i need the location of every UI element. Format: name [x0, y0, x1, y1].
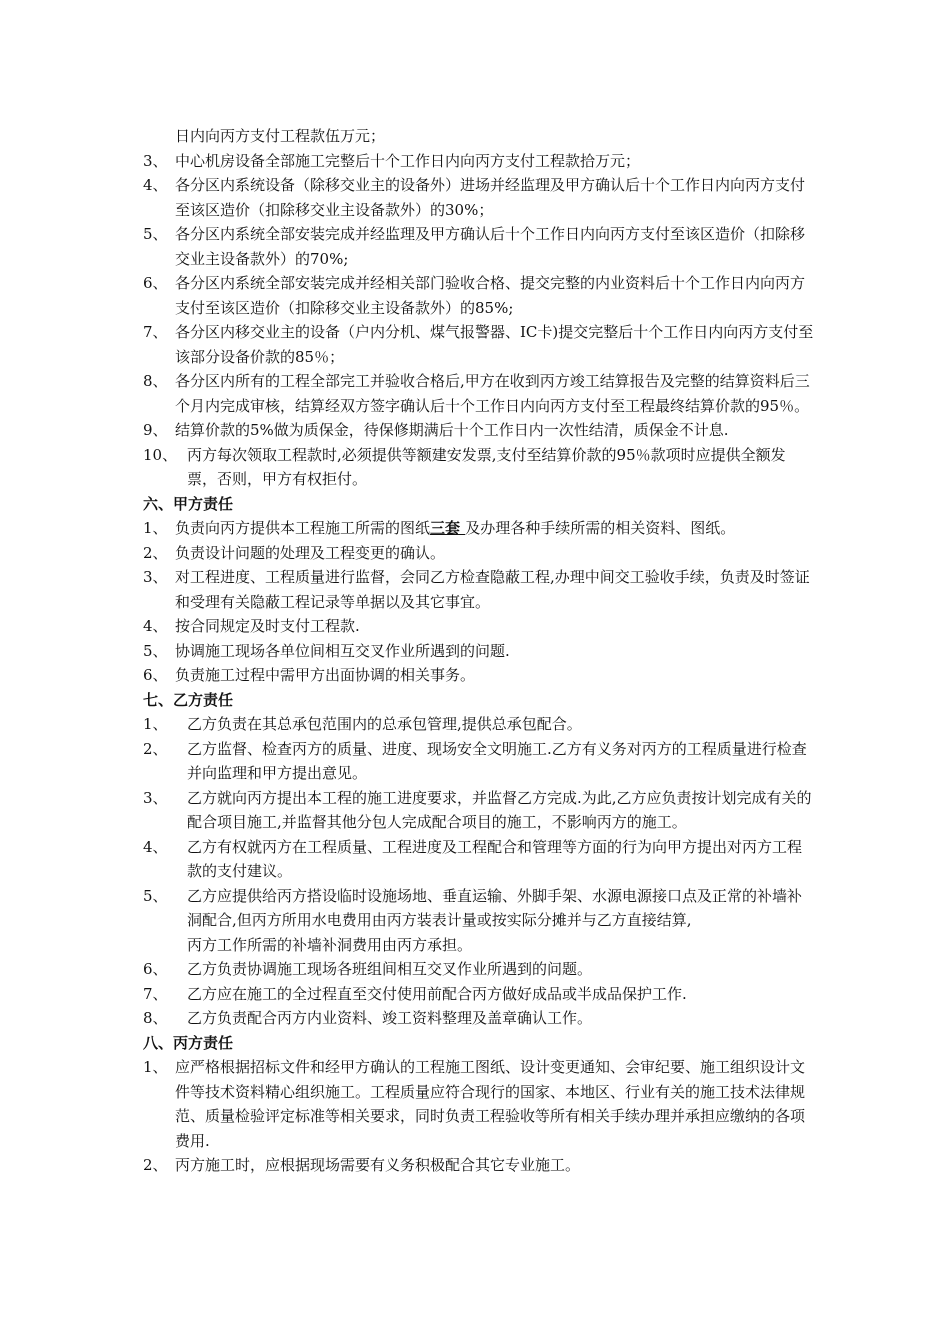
item-number: 4、 — [143, 837, 168, 856]
item-number: 4、 — [143, 617, 168, 635]
item-text: 丙方每次领取工程款时,必须提供等额建安发票,支付至结算价款的95％款项时应提供全额发票，否则，甲方有权拒付。 — [187, 445, 786, 488]
item-text-continued: 丙方工作所需的补墙补洞费用由丙方承担。 — [187, 935, 473, 954]
party-b-item-7 — [143, 982, 815, 1007]
payment-item-3 — [143, 149, 815, 174]
item-text: 负责设计问题的处理及工程变更的确认。 — [175, 543, 446, 562]
item-text: 各分区内移交业主的设备（户内分机、煤气报警器、IC卡)提交完整后十个工作日内向丙方支付至该部分设备价款的85％； — [175, 323, 814, 366]
item-number: 6、 — [143, 666, 168, 684]
payment-item-6 — [143, 271, 815, 320]
item-text-continued: 及办理各种手续所需的相关资料、图纸。 — [465, 519, 736, 537]
item-number: 3、 — [143, 568, 168, 586]
party-b-item-5 — [143, 884, 815, 958]
item-number: 5、 — [143, 641, 168, 660]
item-number: 5、 — [143, 886, 168, 905]
party-a-item-6 — [143, 663, 815, 688]
item-text: 应严格根据招标文件和经甲方确认的工程施工图纸、设计变更通知、会审纪要、施工组织设计文件等技术资料精心组织施工。工程质量应符合现行的国家、本地区、行业有关的施工技术法律规范、质量检验评定标准等相关要求，同时负责工程验收等所有相关手续办理并承担应缴纳的各项费用. — [175, 1058, 806, 1150]
party-a-item-1 — [143, 516, 815, 541]
item-number: 1、 — [143, 1058, 168, 1076]
document-body — [143, 124, 815, 1178]
item-text: 中心机房设备全部施工完整后十个工作日内向丙方支付工程款拾万元； — [175, 151, 641, 170]
item-text: 乙方负责配合丙方内业资料、竣工资料整理及盖章确认工作。 — [187, 1009, 593, 1027]
payment-item-9 — [143, 418, 815, 443]
item-number: 7、 — [143, 323, 168, 341]
item-number: 2、 — [143, 543, 168, 562]
item-text: 丙方施工时，应根据现场需要有义务积极配合其它专业施工。 — [175, 1156, 581, 1174]
party-b-item-1 — [143, 712, 815, 737]
item-number: 10、 — [143, 445, 178, 464]
item-number: 8、 — [143, 372, 168, 390]
item-number: 1、 — [143, 519, 168, 537]
payment-item-8 — [143, 369, 815, 418]
item-text: 乙方就向丙方提出本工程的施工进度要求，并监督乙方完成.为此,乙方应负责按计划完成有关的配合项目施工,并监督其他分包人完成配合项目的施工，不影响丙方的施工。 — [187, 788, 812, 831]
item-text: 负责向丙方提供本工程施工所需的图纸 — [175, 519, 431, 537]
party-c-item-2 — [143, 1153, 815, 1178]
party-b-item-2 — [143, 737, 815, 786]
section-heading-party-c: 八、丙方责任 — [143, 1033, 234, 1052]
payment-item-10 — [143, 443, 815, 492]
party-b-item-8 — [143, 1006, 815, 1031]
item-text: 对工程进度、工程质量进行监督，会同乙方检查隐蔽工程,办理中间交工验收手续，负责及时签证和受理有关隐蔽工程记录等单据以及其它事宜。 — [175, 568, 810, 611]
item-text: 各分区内系统全部安装完成并经监理及甲方确认后十个工作日内向丙方支付至该区造价（扣除移交业主设备款外）的70%; — [175, 225, 806, 268]
item-number: 2、 — [143, 1156, 168, 1174]
party-a-item-3 — [143, 565, 815, 614]
continuation-line: 日内向丙方支付工程款伍万元； — [175, 127, 386, 145]
item-number: 4、 — [143, 176, 168, 194]
item-text: 乙方应在施工的全过程直至交付使用前配合丙方做好成品或半成品保护工作. — [187, 984, 687, 1003]
item-number: 1、 — [143, 715, 168, 733]
party-b-item-4 — [143, 835, 815, 884]
item-text: 各分区内系统设备（除移交业主的设备外）进场并经监理及甲方确认后十个工作日内向丙方支付至该区造价（扣除移交业主设备款外）的30%； — [175, 176, 806, 219]
item-text: 乙方应提供给丙方搭设临时设施场地、垂直运输、外脚手架、水源电源接口点及正常的补墙补洞配合,但丙方所用水电费用由丙方装表计量或按实际分摊并与乙方直接结算, — [187, 886, 803, 929]
payment-item-4 — [143, 173, 815, 222]
item-text: 乙方监督、检查丙方的质量、进度、现场安全文明施工.乙方有义务对丙方的工程质量进行检查并向监理和甲方提出意见。 — [187, 739, 807, 782]
party-b-item-6 — [143, 957, 815, 982]
payment-item-7 — [143, 320, 815, 369]
item-number: 6、 — [143, 274, 168, 292]
item-text: 负责施工过程中需甲方出面协调的相关事务。 — [175, 666, 476, 684]
item-number: 3、 — [143, 151, 168, 170]
underlined-quantity: 三套 — [430, 519, 466, 537]
party-a-item-5 — [143, 639, 815, 664]
party-b-item-3 — [143, 786, 815, 835]
item-text: 按合同规定及时支付工程款. — [175, 617, 360, 635]
item-number: 3、 — [143, 788, 168, 807]
item-text: 协调施工现场各单位间相互交叉作业所遇到的问题. — [175, 641, 510, 660]
section-heading-party-a: 六、甲方责任 — [143, 494, 234, 513]
section-heading-party-b: 七、乙方责任 — [143, 690, 234, 709]
item-text: 结算价款的5%做为质保金，待保修期满后十个工作日内一次性结清，质保金不计息. — [175, 421, 729, 439]
item-number: 2、 — [143, 739, 168, 758]
item-text: 各分区内所有的工程全部完工并验收合格后,甲方在收到丙方竣工结算报告及完整的结算资料后三个月内完成审核，结算经双方签字确认后十个工作日内向丙方支付至工程最终结算价款的95％。 — [175, 372, 810, 415]
party-a-item-4 — [143, 614, 815, 639]
item-text: 乙方有权就丙方在工程质量、工程进度及工程配合和管理等方面的行为向甲方提出对丙方工程款的支付建议。 — [187, 837, 803, 880]
payment-item-5 — [143, 222, 815, 271]
item-text: 乙方负责在其总承包范围内的总承包管理,提供总承包配合。 — [187, 715, 582, 733]
item-number: 6、 — [143, 960, 168, 978]
item-number: 5、 — [143, 225, 168, 243]
item-number: 9、 — [143, 421, 168, 439]
party-a-item-2 — [143, 541, 815, 566]
item-number: 7、 — [143, 984, 168, 1003]
item-text: 乙方负责协调施工现场各班组间相互交叉作业所遇到的问题。 — [187, 960, 593, 978]
item-number: 8、 — [143, 1009, 168, 1027]
party-c-item-1 — [143, 1055, 815, 1153]
item-text: 各分区内系统全部安装完成并经相关部门验收合格、提交完整的内业资料后十个工作日内向丙方支付至该区造价（扣除移交业主设备款外）的85%; — [175, 274, 806, 317]
